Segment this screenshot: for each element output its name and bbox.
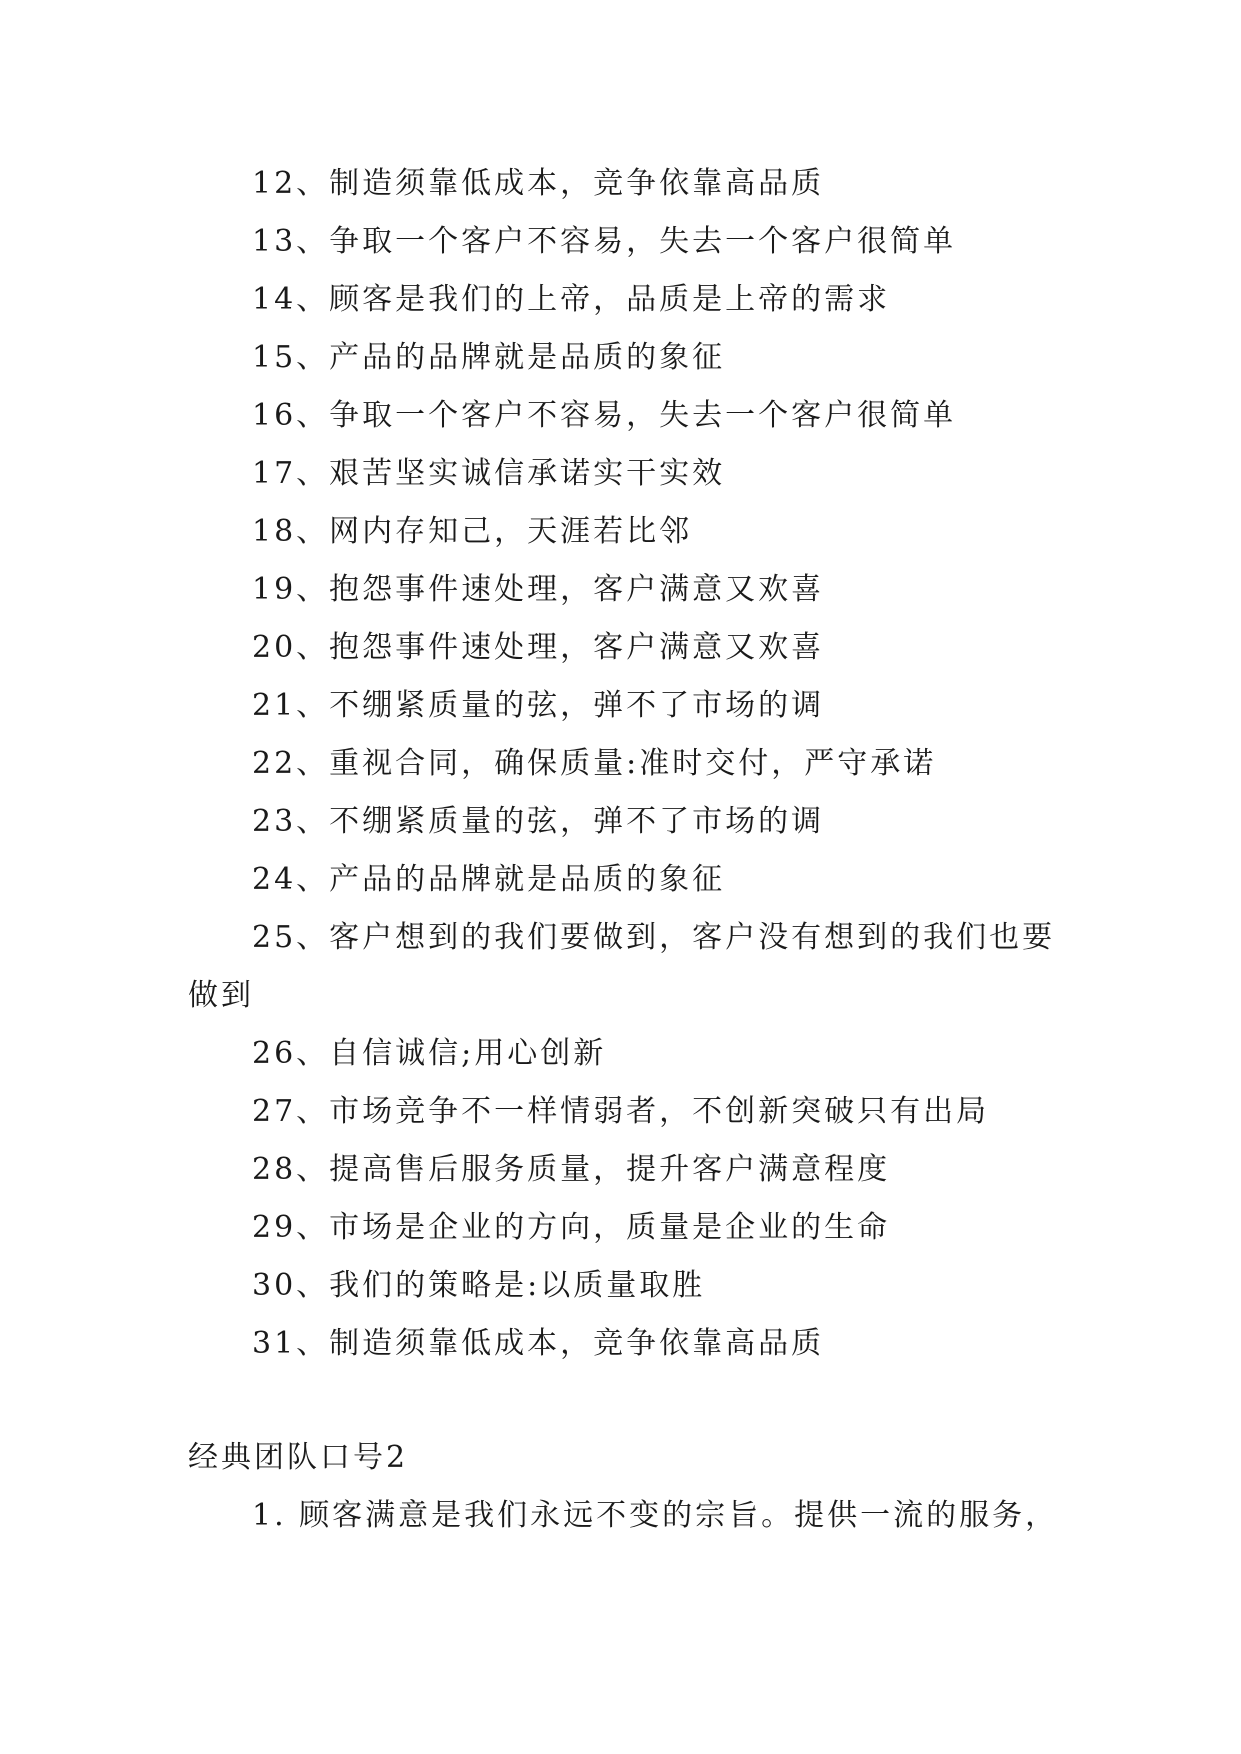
slogan-line: 13、争取一个客户不容易，失去一个客户很简单: [252, 224, 957, 259]
slogan-line: 25、客户想到的我们要做到，客户没有想到的我们也要: [252, 920, 1056, 955]
slogan-line: 19、抱怨事件速处理，客户满意又欢喜: [252, 572, 825, 607]
slogan-line: 23、不绷紧质量的弦，弹不了市场的调: [252, 804, 825, 839]
slogan-line: 30、我们的策略是:以质量取胜: [252, 1268, 706, 1303]
slogan-line-continuation: 做到: [188, 978, 254, 1013]
slogan-line: 12、制造须靠低成本，竞争依靠高品质: [252, 166, 825, 201]
slogan-line: 22、重视合同，确保质量:准时交付，严守承诺: [252, 746, 937, 781]
section-heading: 经典团队口号2: [188, 1440, 409, 1475]
slogan-line: 18、网内存知己，天涯若比邻: [252, 514, 693, 549]
slogan-line: 17、艰苦坚实诚信承诺实干实效: [252, 456, 726, 491]
slogan-line: 16、争取一个客户不容易，失去一个客户很简单: [252, 398, 957, 433]
slogan-line: 29、市场是企业的方向，质量是企业的生命: [252, 1210, 891, 1245]
slogan-line: 31、制造须靠低成本，竞争依靠高品质: [252, 1326, 825, 1361]
slogan-line: 21、不绷紧质量的弦，弹不了市场的调: [252, 688, 825, 723]
slogan-line: 28、提高售后服务质量，提升客户满意程度: [252, 1152, 891, 1187]
slogan-line: 27、市场竞争不一样情弱者，不创新突破只有出局: [252, 1094, 990, 1129]
slogan-line: 26、自信诚信;用心创新: [252, 1036, 607, 1071]
section-first-line: 1. 顾客满意是我们永远不变的宗旨。提供一流的服务，: [252, 1498, 1059, 1533]
slogan-line: 24、产品的品牌就是品质的象征: [252, 862, 726, 897]
slogan-line: 15、产品的品牌就是品质的象征: [252, 340, 726, 375]
slogan-line: 14、顾客是我们的上帝，品质是上帝的需求: [252, 282, 891, 317]
slogan-line: 20、抱怨事件速处理，客户满意又欢喜: [252, 630, 825, 665]
